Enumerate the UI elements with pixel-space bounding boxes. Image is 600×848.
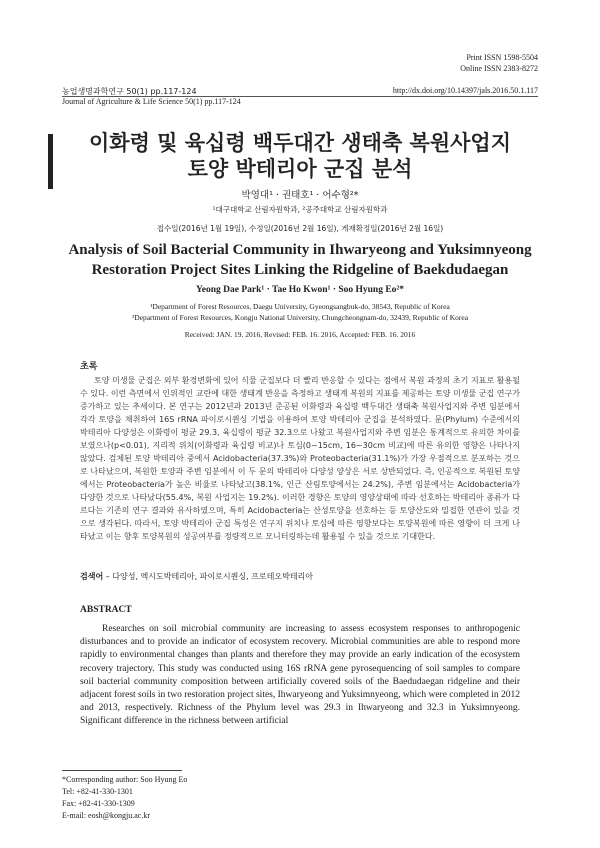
fax: Fax: +82-41-330-1309 (62, 799, 135, 808)
keywords-ko (80, 571, 313, 582)
dates-en: Received: JAN. 19. 2016, Revised: FEB. 16. 2016, Accepted: FEB. 16. 2016 (184, 330, 416, 339)
affiliation-en-2: ²Department of Forest Resources, Kongju National University, Chungcheongnam-do, 32439, Republic of Korea (131, 313, 469, 322)
footnote-rule (62, 770, 182, 771)
print-issn: Print ISSN 1598-5504 (466, 53, 538, 62)
authors-en: Yeong Dae Park¹ · Tae Ho Kwon¹ · Soo Hyung Eo²* (195, 285, 405, 295)
affiliation-en-1: ¹Department of Forest Resources, Daegu University, Gyeongsangbuk-do, 38543, Republic of Korea (150, 302, 450, 311)
tel: Tel: +82-41-330-1301 (62, 787, 133, 796)
affiliation-ko: ¹대구대학교 산림자원학과, ²공주대학교 산림자원학과 (212, 205, 388, 214)
journal-en: Journal of Agriculture & Life Science 50(1) pp.117-124 (62, 97, 241, 106)
email-link[interactable]: E-mail: eosh@kongju.ac.kr (62, 811, 151, 820)
abstract-en-body: Researches on soil microbial community are increasing to assess ecosystem responses to anthropogenic disturbances and to provide an indicator of ecosystem recovery. Microbial communities are able to respond more rapidly to environmental changes than plants and therefore they may provide an early indication of the ecosystem recovery trajectory. This study was conducted using 16S rRNA gene pyrosequencing of soil samples to compare soil bacterial community composition between artificially covered soils of the Baedudaegan ridgeline and their adjacent forest soils in two restoration project sites, Ihwaryeong and Yuksimnyeong, which were completed in 2012 and 2013, respectively. Richness of the Phylum level was 29.3 in Ihwaryeong and 32.3 in Yuksimnyeong. Significant difference in the richness between artificial (80, 624, 520, 727)
title-ko-line1: 이화령 및 육십령 백두대간 생태축 복원사업지 (89, 131, 511, 155)
keywords-ko-list: – 다양성, 엑시도박테리아, 파이로시퀀싱, 프로테오박테리아 (105, 572, 314, 581)
journal-ko: 농업생명과학연구 50(1) pp.117-124 (62, 87, 197, 96)
abstract-en-heading: ABSTRACT (80, 605, 132, 615)
title-en: Analysis of Soil Bacterial Community in Ihwaryeong and Yuksimnyeong Restoration Project Sites Linking the Ridgeline of Baekdudaegan (68, 242, 532, 278)
corresponding-author: *Corresponding author: Soo Hyung Eo (62, 775, 188, 784)
authors-ko: 박영대¹ · 권태호¹ · 어수형²* (241, 190, 359, 201)
online-issn: Online ISSN 2383-8272 (460, 64, 538, 73)
title-ko-line2: 토양 박테리아 군집 분석 (187, 157, 413, 181)
dates-ko: 접수일(2016년 1월 19일), 수정일(2016년 2월 16일), 게재확정일(2016년 2월 16일) (156, 224, 444, 233)
keywords-ko-label: 검색어 (80, 572, 104, 581)
doi-link[interactable]: http://dx.doi.org/10.14397/jals.2016.50.1.117 (392, 86, 538, 95)
abstract-ko-body: 토양 미생물 군집은 외부 환경변화에 있어 식물 군집보다 더 빨리 반응할 수 있다는 점에서 복원 과정의 초기 지표로 활용될 수 있다. 이런 측면에서 인위적인 교란에 대한 생태계 반응을 측정하고 생태계 복원의 지표를 제공하는 토양 미생물 군집 연구가 증가하고 있는 추세이다. 본 연구는 2012년과 2013년 준공된 이화령과 육십령 백두대간 생태축 복원사업지와 주변 임분에서 각각 토양을 채취하여 16S rRNA 파이로시퀀싱 기법을 이용하여 토양 박테리아 군집을 분석하였다. 문(Phylum) 수준에서의 박테리아 다양성은 이화령이 평균 29.3, 육십령이 평균 32.3으로 나왔고 복원사업지와 주변 임분은 통계적으로 유의한 차이를 보였으나(p<0.01), 지리적 위치(이화령과 육십령 비교)나 토심(0~15cm, 16~30cm 비교)에 따른 유의한 영향은 나타나지 않았다. 검체된 토양 박테리아 중에서 Acidobacteria(37.3%)와 Proteobacteria(31.1%)가 가장 우점적으로 분포하는 것으로 나타났으며, 복원한 토양과 주변 임분에서 이 두 문의 박테리아 다양성 양상은 서로 상반되었다. 즉, 인공적으로 복원된 토양에서는 Proteobacteria가 높은 비율로 나타났고(38.1%, 인근 산림토양에서는 24.2%), 주변 임분에서는 Acidobacteria가 다양한 것으로 나타났다(55.4%, 복원 사업지는 19.2%). 이러한 경향은 토양의 영양상태에 따라 선호하는 박테리아 종류가 다르다는 기존의 연구 결과와 유사하였으며, 특히 Acidobacteria는 산성토양을 선호하는 등 토양산도와 밀접한 연관이 있을 것으로 생각된다. 따라서, 토양 박테리아 군집 특성은 연구지 위치나 토심에 따른 영향보다는 토양복원에 따른 영향이 더 크게 나타났고 이는 향후 토양복원의 성공여부를 정량적으로 모니터링하는데 활용될 수 있을 것으로 기대한다. (80, 376, 520, 541)
abstract-ko-heading: 초록 (80, 362, 98, 372)
